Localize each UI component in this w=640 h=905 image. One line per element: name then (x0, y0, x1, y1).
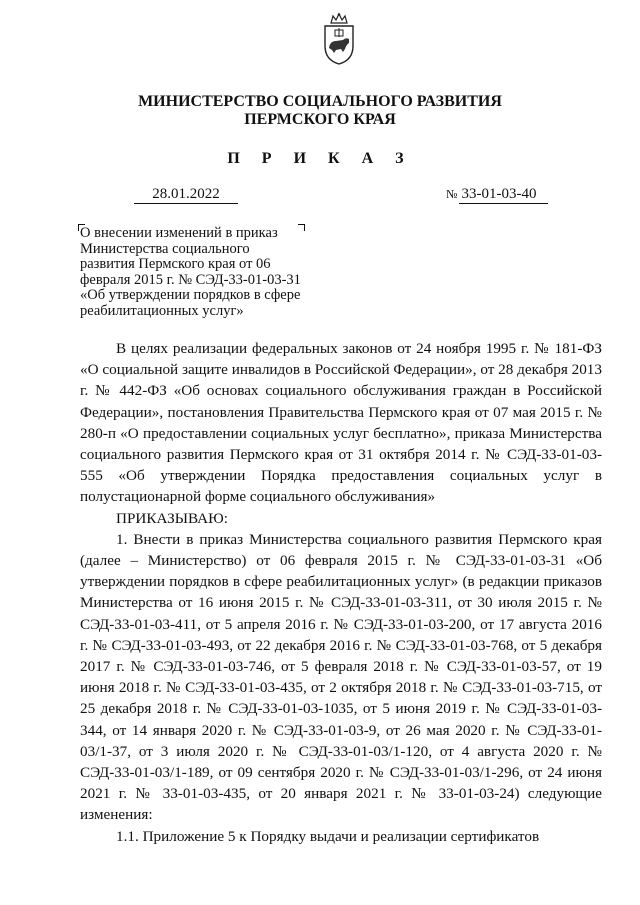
order-number: 33-01-03-40 (459, 186, 548, 204)
order-word: ПРИКАЗЫВАЮ: (116, 509, 228, 527)
order-number-block (446, 186, 548, 204)
perm-krai-coat-of-arms-icon (318, 12, 360, 66)
item-1-1-paragraph: 1.1. Приложение 5 к Порядку выдачи и реализации сертификатов (116, 827, 540, 845)
ministry-name-line1: МИНИСТЕРСТВО СОЦИАЛЬНОГО РАЗВИТИЯ (138, 93, 502, 110)
ministry-name (0, 93, 640, 129)
order-title: П Р И К А З (227, 150, 413, 167)
order-date: 28.01.2022 (134, 186, 238, 204)
number-sign: № (446, 187, 458, 201)
ministry-name-line2: ПЕРМСКОГО КРАЯ (244, 111, 396, 128)
order-subject: О внесении изменений в приказ Министерства социального развития Пермского края от 06 февраля 2015 г. № СЭД-33-01-03-31 «Об утверждении порядков в сфере реабилитационных услуг» (80, 225, 301, 319)
order-body (80, 338, 602, 847)
preamble-paragraph: В целях реализации федеральных законов от 24 ноября 1995 г. № 181-ФЗ «О социальной защите инвалидов в Российской Федерации», от 28 декабря 2013 г. № 442-ФЗ «Об основах социального обслуживания граждан в Российской Федерации», постановления Правительства Пермского края от 07 мая 2015 г. № 280-п «О предоставлении социальных услуг бесплатно», приказа Министерства социального развития Пермского края от 31 октября 2014 г. № СЭД-33-01-03-555 «Об утверждении Порядка предоставления социальных услуг в полустационарной форме социального обслуживания» (80, 340, 602, 506)
item-1-paragraph: 1. Внести в приказ Министерства социального развития Пермского края (далее – Министерство) от 06 февраля 2015 г. № СЭД-33-01-03-31 «Об утверждении порядков в сфере реабилитационных услуг» (в редакции приказов Министерства от 16 июня 2015 г. № СЭД-33-01-03-311, от 30 июля 2015 г. № СЭД-33-01-03-411, от 5 апреля 2016 г. № СЭД-33-01-03-200, от 17 августа 2016 г. № СЭД-33-01-03-493, от 22 декабря 2016 г. № СЭД-33-01-03-768, от 5 декабря 2017 г. № СЭД-33-01-03-746, от 5 февраля 2018 г. № СЭД-33-01-03-57, от 19 июня 2018 г. № СЭД-33-01-03-435, от 2 октября 2018 г. № СЭД-33-01-03-715, от 25 декабря 2018 г. № СЭД-33-01-03-1035, от 5 июня 2019 г. № СЭД-33-01-03-344, от 14 января 2020 г. № СЭД-33-01-03-9, от 26 мая 2020 г. № СЭД-33-01-03/1-37, от 3 июля 2020 г. № СЭД-33-01-03/1-120, от 4 августа 2020 г. № СЭД-33-01-03/1-189, от 09 сентября 2020 г. № СЭД-33-01-03/1-296, от 24 июня 2021 г. № 33-01-03-435, от 20 января 2021 г. № 33-01-03-24) следующие изменения: (80, 530, 602, 824)
